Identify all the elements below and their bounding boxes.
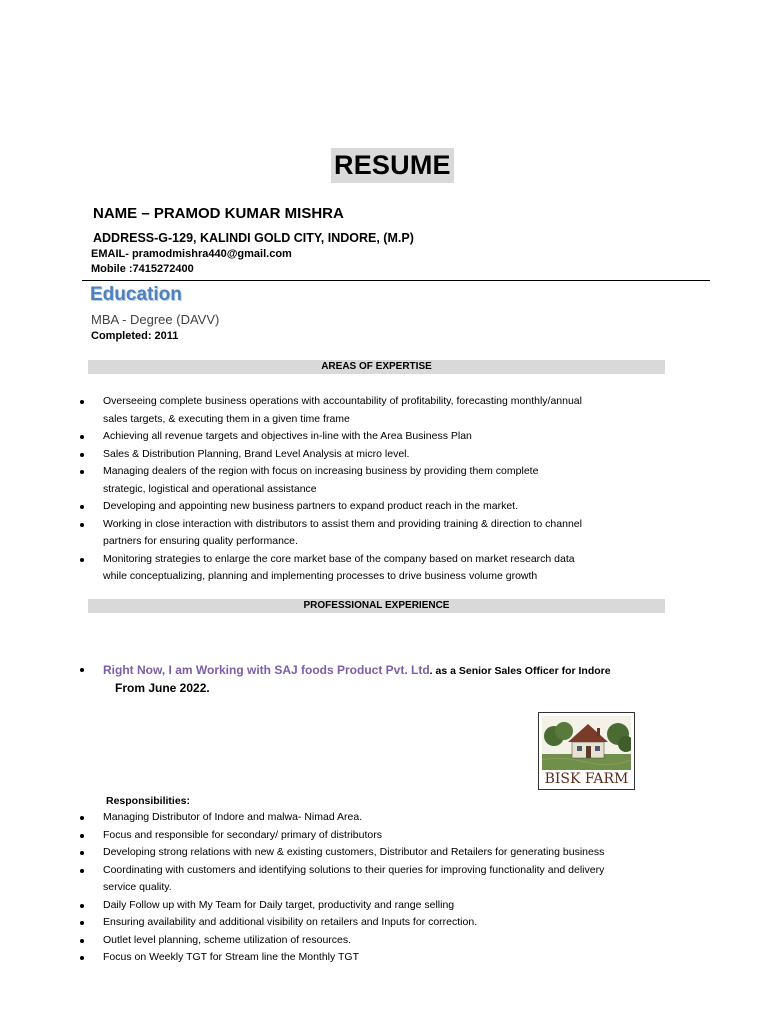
- bullet-icon: [80, 869, 84, 873]
- list-item: Developing strong relations with new & existing customers, Distributor and Retailers for generating business: [78, 844, 678, 862]
- list-item: Achieving all revenue targets and objectives in-line with the Area Business Plan: [78, 428, 678, 446]
- bullet-icon: [80, 505, 84, 509]
- list-item: Daily Follow up with My Team for Daily target, productivity and range selling: [78, 897, 678, 915]
- bullet-icon: [80, 956, 84, 960]
- bullet-icon: [80, 453, 84, 457]
- bullet-icon: [80, 921, 84, 925]
- list-item: Managing Distributor of Indore and malwa- Nimad Area.: [78, 809, 678, 827]
- current-position: [78, 661, 678, 680]
- list-item: Managing dealers of the region with focus on increasing business by providing them complete: [78, 463, 678, 481]
- bullet-icon: [80, 939, 84, 943]
- list-item: service quality.: [103, 881, 172, 893]
- company-name: Right Now, I am Working with SAJ foods Product Pvt. Ltd: [103, 663, 430, 677]
- bullet-icon: [80, 816, 84, 820]
- job-role: . as a Senior Sales Officer for Indore: [429, 665, 611, 677]
- candidate-address: ADDRESS-G-129, KALINDI GOLD CITY, INDORE, (M.P): [93, 231, 414, 245]
- list-item: Monitoring strategies to enlarge the core market base of the company based on market research data: [78, 551, 678, 569]
- list-item: Sales & Distribution Planning, Brand Level Analysis at micro level.: [78, 446, 678, 464]
- bullet-icon: [80, 668, 84, 672]
- bisk-farm-logo: [538, 712, 635, 790]
- expertise-list: [78, 393, 678, 586]
- experience-heading: PROFESSIONAL EXPERIENCE: [88, 599, 665, 613]
- expertise-heading: AREAS OF EXPERTISE: [88, 360, 665, 374]
- bullet-icon: [80, 834, 84, 838]
- candidate-mobile: Mobile :7415272400: [91, 263, 194, 275]
- bullet-icon: [80, 400, 84, 404]
- start-date: From June 2022.: [115, 681, 210, 695]
- candidate-email: EMAIL- pramodmishra440@gmail.com: [91, 248, 292, 260]
- list-item: Working in close interaction with distributors to assist them and providing training & direction to channel: [78, 516, 678, 534]
- header-divider: [82, 280, 710, 281]
- candidate-name: NAME – PRAMOD KUMAR MISHRA: [93, 205, 344, 222]
- list-item: Focus on Weekly TGT for Stream line the Monthly TGT: [78, 949, 678, 967]
- list-item: strategic, logistical and operational assistance: [103, 482, 317, 495]
- list-item: Overseeing complete business operations with accountability of profitability, forecasting monthly/annual: [78, 393, 678, 411]
- resume-title: RESUME: [331, 148, 454, 183]
- bullet-icon: [80, 851, 84, 855]
- responsibilities-heading: Responsibilities:: [106, 795, 191, 807]
- list-item: Focus and responsible for secondary/ primary of distributors: [78, 827, 678, 845]
- bullet-icon: [80, 470, 84, 474]
- list-item: Outlet level planning, scheme utilization of resources.: [78, 932, 678, 950]
- bullet-icon: [80, 558, 84, 562]
- list-item: Coordinating with customers and identifying solutions to their queries for improving functionality and delivery: [78, 862, 678, 880]
- bullet-icon: [80, 904, 84, 908]
- responsibilities-list: [78, 809, 678, 967]
- farmhouse-icon: [542, 716, 631, 770]
- education-heading: Education: [90, 284, 182, 305]
- education-degree: MBA - Degree (DAVV): [91, 312, 220, 327]
- list-item: sales targets, & executing them in a given time frame: [103, 412, 350, 425]
- bullet-icon: [80, 523, 84, 527]
- list-item: partners for ensuring quality performance.: [103, 535, 298, 547]
- bullet-icon: [80, 435, 84, 439]
- list-item: Ensuring availability and additional visibility on retailers and Inputs for correction.: [78, 914, 678, 932]
- list-item: while conceptualizing, planning and implementing processes to drive business volume growth: [103, 570, 538, 582]
- logo-text: BISK FARM: [544, 771, 629, 787]
- list-item: Developing and appointing new business partners to expand product reach in the market.: [78, 498, 678, 516]
- education-completed: Completed: 2011: [91, 330, 179, 342]
